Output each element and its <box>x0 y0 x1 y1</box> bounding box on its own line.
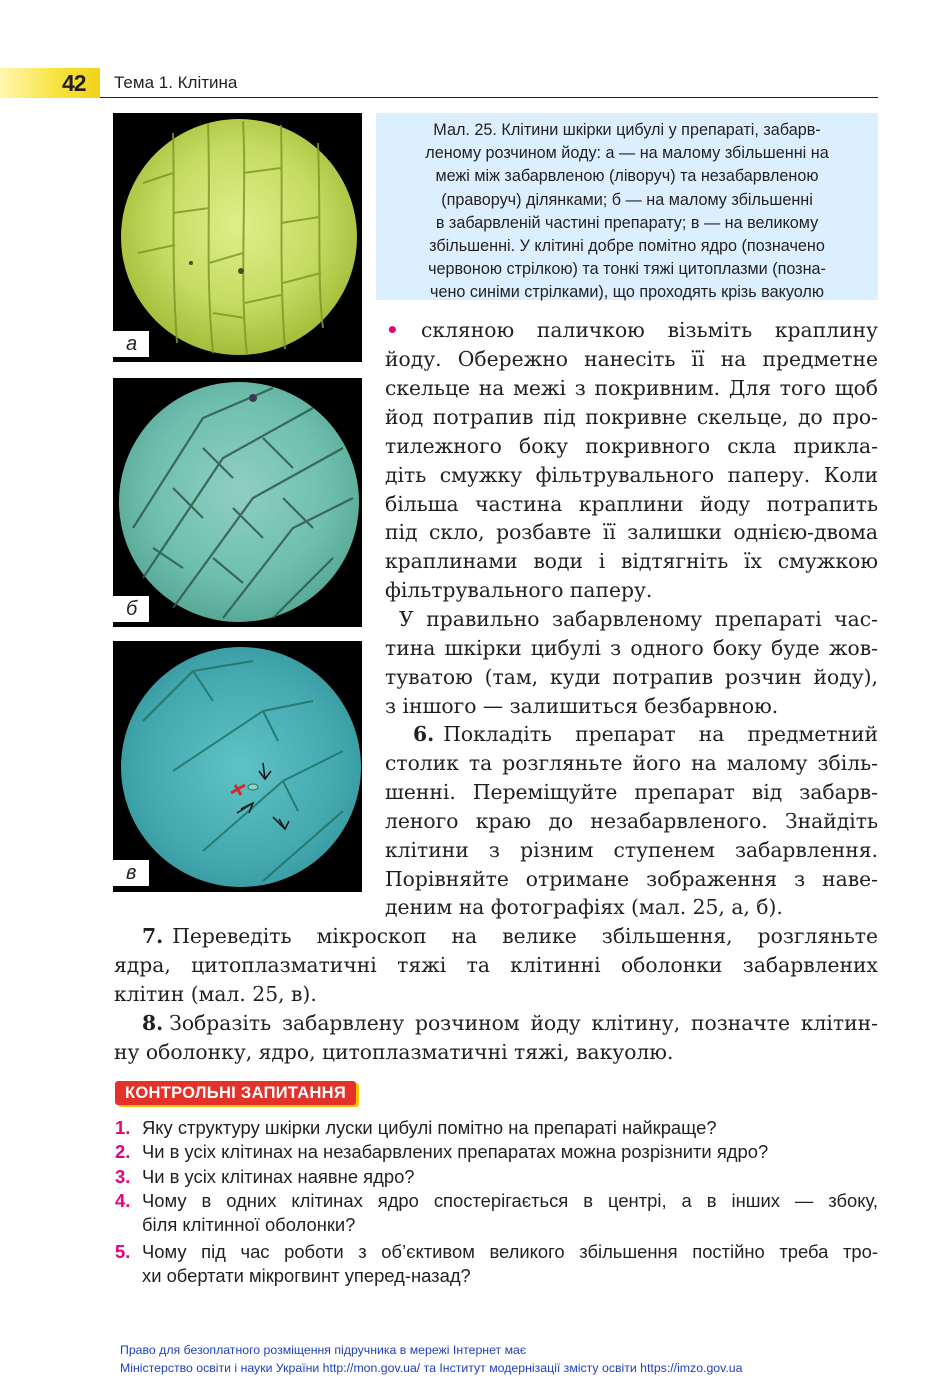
caption-line: в забарвленій частині препарату; в — на великому <box>435 213 819 232</box>
text-line: скляною паличкою візьміть краплину <box>421 318 878 342</box>
question-text: біля клітинної оболонки? <box>142 1214 356 1236</box>
text-line: туватою (там, куди потрапив розчин йоду), <box>385 664 878 689</box>
footer-line-2: Міністерство освіти і науки України http://mon.gov.ua/ та Інститут модернізації змісту освіти https://imzo.gov.ua <box>120 1361 743 1375</box>
cell-walls-v <box>113 641 362 892</box>
caption-line: (праворуч) ділянками; б — на малому збільшенні <box>441 190 813 209</box>
questions-heading: КОНТРОЛЬНІ ЗАПИТАННЯ <box>115 1081 356 1105</box>
text-line: тина шкірки цибулі з одного боку буде жов- <box>385 635 878 660</box>
bullet-marker: • <box>386 318 399 342</box>
cell-walls-a <box>113 113 362 362</box>
paragraph-1-first <box>421 316 878 345</box>
page-number: 42 <box>62 70 86 96</box>
text-line: фільтрувального паперу. <box>385 578 653 603</box>
question-5 <box>115 1240 878 1289</box>
text-line: скельце на межі з покривним. Для того щоб <box>385 375 878 400</box>
figure-b-photo <box>113 378 362 627</box>
text-line: йоду. Обережно нанесіть її на предметне <box>385 347 878 371</box>
text-line: йод потрапив під покривне скельце, до про- <box>385 404 878 429</box>
text-line: ну оболонку, ядро, цитоплазматичні тяжі, вакуолю. <box>114 1039 674 1064</box>
caption-line: Мал. 25. Клітини шкірки цибулі у препараті, забарв- <box>433 121 821 139</box>
text-line: леного краю до незабарвленого. Знайдіть <box>385 808 878 833</box>
question-1 <box>115 1116 717 1140</box>
paragraph-step-8 <box>114 1009 878 1067</box>
caption-line: чено синіми стрілками), що проходять крізь вакуолю <box>430 283 824 302</box>
topic-title: Тема 1. Клітина <box>114 73 238 92</box>
question-text: Чи в усіх клітинах на незабарвлених препаратах можна розрізнити ядро? <box>142 1141 769 1162</box>
question-3 <box>115 1165 415 1189</box>
caption-line: межі між забарвленою (ліворуч) та незабарвленою <box>435 167 819 186</box>
figure-b-label: б <box>113 596 149 622</box>
question-number: 4. <box>115 1190 131 1211</box>
text-line: клітини з різним ступенем забарвлення. <box>385 837 878 862</box>
step-number: 8. <box>142 1011 164 1035</box>
question-text: Яку структуру шкірки луски цибулі помітно на препараті найкраще? <box>142 1117 717 1138</box>
footer-line-1: Право для безоплатного розміщення підручника в мережі Інтернет має <box>120 1343 527 1357</box>
question-number: 5. <box>115 1241 131 1262</box>
figure-a-photo <box>113 113 362 362</box>
text-line: Порівняйте отримане зображення з наве- <box>385 866 878 891</box>
question-4 <box>115 1189 878 1238</box>
figure-a-label: а <box>113 331 149 357</box>
paragraph-step-7 <box>114 922 878 1009</box>
question-text: Чи в усіх клітинах наявне ядро? <box>142 1166 415 1187</box>
step-number: 6. <box>413 722 435 746</box>
figure-v-label: в <box>113 860 149 886</box>
question-text: Чому під час роботи з об’єктивом великого збільшення постійно треба тро- <box>142 1241 878 1262</box>
question-text: хи обертати мікрогвинт уперед-назад? <box>142 1265 471 1287</box>
text-line: Зобразіть забарвлену розчином йоду клітину, позначте клітин- <box>169 1011 878 1035</box>
text-line: Покладіть препарат на предметний <box>443 722 878 746</box>
text-line: під скло, розбавте її залишки однією-двома <box>385 520 878 545</box>
text-line: Переведіть мікроскоп на велике збільшення, розгляньте <box>172 924 878 948</box>
question-2 <box>115 1140 768 1164</box>
text-line: діть смужку фільтрувального паперу. Коли <box>385 462 878 487</box>
text-line: клітин (мал. 25, в). <box>114 981 317 1006</box>
cell-walls-b <box>113 378 362 627</box>
question-number: 2. <box>115 1141 131 1162</box>
header-rule <box>100 97 878 98</box>
caption-line: леному розчином йоду: а — на малому збільшенні на <box>425 144 829 163</box>
text-line: деним на фотографіях (мал. 25, а, б). <box>385 895 783 920</box>
text-line: шенні. Переміщуйте препарат від забарв- <box>385 779 878 804</box>
text-line: краплинами води і відтягніть їх смужкою <box>385 549 878 574</box>
figure-caption <box>376 113 878 300</box>
text-line: столик та розгляньте його на малому збіль- <box>385 750 878 775</box>
text-line: з іншого — залишиться безбарвною. <box>385 693 779 718</box>
figure-v-photo <box>113 641 362 892</box>
text-line: більша частина краплини йоду потрапить <box>385 491 878 516</box>
paragraph-2 <box>385 605 878 721</box>
question-number: 3. <box>115 1166 131 1187</box>
text-line: ядра, цитоплазматичні тяжі та клітинні оболонки забарвлених <box>114 952 878 977</box>
caption-line: збільшенні. У клітині добре помітно ядро (позначено <box>429 237 825 256</box>
paragraph-step-6 <box>385 720 878 922</box>
question-number: 1. <box>115 1117 131 1138</box>
step-number: 7. <box>142 924 164 948</box>
text-line: У правильно забарвленому препараті час- <box>399 607 878 631</box>
question-text: Чому в одних клітинах ядро спостерігається в центрі, а в інших — збоку, <box>142 1190 878 1211</box>
paragraph-1 <box>385 345 878 605</box>
caption-line: червоною стрілкою) та тонкі тяжі цитоплазми (позна- <box>428 260 826 279</box>
text-line: тилежного боку покривного скла прикла- <box>385 433 878 458</box>
